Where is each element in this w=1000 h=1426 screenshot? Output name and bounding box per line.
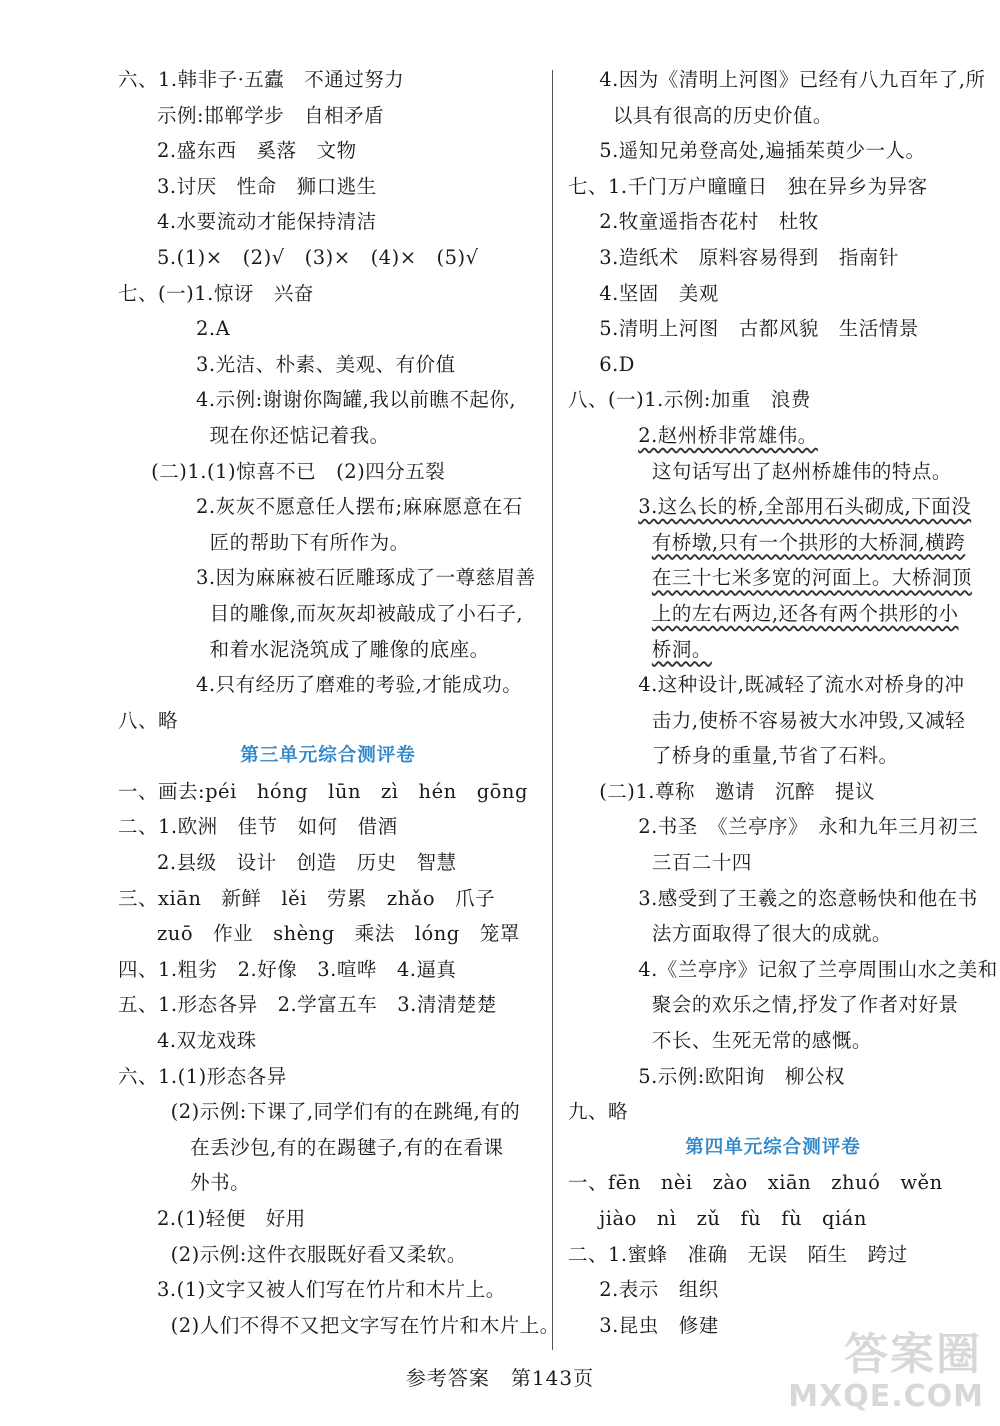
answer-text: 3.(1)文字又被人们写在竹片和木片上。	[157, 1278, 506, 1302]
answer-line	[118, 98, 538, 134]
answer-text: 2.A	[196, 317, 231, 341]
answer-line	[118, 667, 538, 703]
answer-text: (2)示例:这件衣服既好看又柔软。	[170, 1242, 467, 1266]
answer-line	[568, 276, 978, 312]
left-answer-column	[118, 62, 560, 1343]
answer-text: 5.遥知兄弟登高处,遍插茱萸少一人。	[599, 139, 926, 163]
answer-text: 示例:邯郸学步 自相矛盾	[157, 103, 385, 127]
answer-text: 三百二十四	[651, 851, 752, 875]
answer-text: jiào nì zǔ fù fù qián	[599, 1207, 867, 1230]
watermark-logo	[788, 1318, 990, 1418]
answer-text: 4.只有经历了磨难的考验,才能成功。	[196, 673, 523, 697]
answer-line	[118, 1201, 538, 1237]
answer-line	[118, 952, 538, 988]
answer-line	[118, 276, 538, 312]
answer-text: 了桥身的重量,节省了石料。	[651, 744, 899, 768]
answer-line	[118, 525, 538, 561]
answer-text: 3.感受到了王羲之的恣意畅快和他在书	[638, 886, 978, 910]
answer-line	[118, 809, 538, 845]
answer-line	[568, 845, 978, 881]
answer-line	[568, 596, 978, 632]
answer-line	[568, 204, 978, 240]
answer-line	[118, 845, 538, 881]
answer-line	[118, 703, 538, 739]
answer-text: 2.盛东西 奚落 文物	[157, 139, 357, 163]
answer-line	[568, 1201, 978, 1237]
answer-line	[118, 1308, 560, 1344]
column-divider	[552, 70, 553, 1350]
answer-line	[118, 774, 538, 810]
answer-text: 这句话写出了赵州桥雄伟的特点。	[651, 459, 952, 483]
answer-text: (2)示例:下课了,同学们有的在跳绳,有的	[170, 1100, 521, 1124]
answer-text: 在丢沙包,有的在踢毽子,有的在看课	[190, 1135, 504, 1159]
section-heading	[568, 1130, 978, 1166]
answer-line	[118, 560, 538, 596]
answer-text: 不长、生死无常的感慨。	[651, 1029, 872, 1053]
answer-line	[118, 596, 538, 632]
answer-line	[568, 809, 978, 845]
answer-text: 桥洞。	[651, 637, 712, 661]
answer-line	[118, 1059, 538, 1095]
answer-text: zuō 作业 shèng 乘法 lóng 笼罩	[157, 922, 520, 946]
answer-line	[568, 881, 978, 917]
answer-line	[118, 1094, 538, 1130]
answer-line	[118, 382, 538, 418]
answer-line	[118, 987, 538, 1023]
answer-text: 三、xiān 新鲜 lěi 劳累 zhǎo 爪子	[118, 886, 496, 910]
answer-text: 上的左右两边,还各有两个拱形的小	[651, 601, 959, 625]
answer-line	[568, 169, 978, 205]
answer-text: 一、画去:péi hóng lūn zì hén gōng	[118, 779, 528, 803]
answer-text: 6.D	[599, 352, 635, 376]
answer-text: 4.水要流动才能保持清洁	[157, 210, 377, 234]
answer-text: 一、fēn nèi zào xiān zhuó wěn	[568, 1171, 943, 1195]
answer-line	[568, 952, 998, 988]
answer-line	[568, 418, 978, 454]
answer-text: 匠的帮助下有所作为。	[209, 530, 410, 554]
answer-text: 二、1.蜜蜂 准确 无误 陌生 跨过	[568, 1242, 908, 1266]
answer-text: 4.坚固 美观	[599, 281, 719, 305]
answer-text: 2.书圣 《兰亭序》 永和九年三月初三	[638, 815, 979, 839]
answer-line	[118, 454, 538, 490]
answer-line	[568, 1023, 978, 1059]
right-answer-column	[568, 62, 998, 1343]
answer-line	[568, 1059, 978, 1095]
answer-text: 以具有很高的历史价值。	[612, 103, 833, 127]
answer-text: (二)1.尊称 邀请 沉醉 提议	[599, 779, 876, 803]
answer-text: 第三单元综合测评卷	[240, 745, 416, 767]
answer-text: 五、1.形态各异 2.学富五车 3.清清楚楚	[118, 993, 497, 1017]
answer-line	[568, 632, 978, 668]
answer-line	[568, 525, 978, 561]
answer-line	[118, 240, 538, 276]
answer-line	[568, 454, 978, 490]
answer-line	[568, 133, 978, 169]
answer-text: 2.牧童遥指杏花村 杜牧	[599, 210, 819, 234]
answer-line	[568, 382, 978, 418]
answer-text: 聚会的欢乐之情,抒发了作者对好景	[651, 993, 959, 1017]
answer-text: 六、1.(1)形态各异	[118, 1064, 287, 1088]
answer-line	[568, 311, 978, 347]
answer-text: 外书。	[190, 1171, 251, 1195]
answer-line	[568, 1165, 978, 1201]
answer-text: 七、(一)1.惊讶 兴奋	[118, 281, 314, 305]
answer-line	[118, 311, 538, 347]
answer-text: 4.《兰亭序》记叙了兰亭周围山水之美和	[638, 957, 998, 981]
answer-text: 4.因为《清明上河图》已经有八九百年了,所	[599, 68, 986, 91]
answer-text: 和着水泥浇筑成了雕像的底座。	[209, 637, 490, 661]
answer-text: 四、1.粗劣 2.好像 3.喧哗 4.逼真	[118, 957, 457, 981]
answer-line	[118, 62, 538, 98]
answer-text: 法方面取得了很大的成就。	[651, 922, 892, 946]
answer-line	[118, 347, 538, 383]
watermark-bottom-text: MXQE.COM	[788, 1379, 984, 1414]
answer-line	[118, 881, 538, 917]
answer-line	[118, 632, 538, 668]
answer-line	[118, 489, 538, 525]
answer-text: 3.这么长的桥,全部用石头砌成,下面没	[638, 495, 972, 519]
answer-line	[568, 774, 978, 810]
answer-line	[118, 169, 538, 205]
answer-text: 5.清明上河图 古都风貌 生活情景	[599, 317, 919, 341]
answer-text: 2.(1)轻便 好用	[157, 1207, 306, 1230]
answer-line	[568, 703, 978, 739]
answer-line	[568, 1094, 978, 1130]
answer-text: 3.因为麻麻被石匠雕琢成了一尊慈眉善	[196, 566, 536, 590]
answer-text: 二、1.欧洲 佳节 如何 借酒	[118, 815, 398, 839]
answer-text: 八、(一)1.示例:加重 浪费	[568, 388, 811, 412]
answer-line	[118, 1272, 538, 1308]
answer-line	[118, 1237, 538, 1273]
answer-line	[568, 489, 978, 525]
answer-text: 六、1.韩非子·五蠹 不通过努力	[118, 68, 405, 91]
answer-text: 3.光洁、朴素、美观、有价值	[196, 352, 456, 376]
answer-text: 第四单元综合测评卷	[685, 1136, 861, 1158]
answer-text: 2.县级 设计 创造 历史 智慧	[157, 851, 457, 875]
answer-text: 4.这种设计,既减轻了流水对桥身的冲	[638, 673, 965, 697]
answer-text: 5.示例:欧阳询 柳公权	[638, 1064, 845, 1088]
watermark-top-text: 答案圈	[844, 1329, 982, 1380]
answer-text: 八、略	[118, 708, 179, 732]
section-heading	[118, 738, 538, 774]
answer-text: 2.表示 组织	[599, 1278, 719, 1302]
answer-text: 5.(1)× (2)√ (3)× (4)× (5)√	[157, 245, 479, 269]
answer-text: 有桥墩,只有一个拱形的大桥洞,横跨	[651, 530, 966, 554]
answer-text: 2.赵州桥非常雄伟。	[638, 423, 818, 447]
answer-line	[118, 1023, 538, 1059]
answer-line	[568, 98, 978, 134]
page-footer: 参考答案 第143页	[405, 1366, 595, 1390]
answer-text: (2)人们不得不又把文字写在竹片和木片上。	[170, 1313, 560, 1337]
answer-text: 目的雕像,而灰灰却被敲成了小石子,	[209, 601, 524, 625]
answer-text: 在三十七米多宽的河面上。大桥洞顶	[651, 566, 972, 590]
answer-text: 3.昆虫 修建	[599, 1313, 719, 1337]
answer-text: 现在你还惦记着我。	[209, 423, 390, 447]
answer-line	[118, 418, 538, 454]
answer-line	[568, 1237, 978, 1273]
answer-line	[118, 1130, 538, 1166]
answer-text: 2.灰灰不愿意任人摆布;麻麻愿意在石	[196, 495, 523, 519]
answer-line	[118, 1165, 538, 1201]
answer-text: (二)1.(1)惊喜不已 (2)四分五裂	[151, 459, 446, 483]
answer-line	[568, 240, 978, 276]
answer-line	[118, 916, 538, 952]
answer-text: 4.双龙戏珠	[157, 1029, 257, 1053]
answer-line	[568, 738, 978, 774]
answer-text: 3.讨厌 性命 狮口逃生	[157, 174, 377, 198]
answer-line	[568, 560, 978, 596]
answer-text: 九、略	[568, 1100, 629, 1124]
answer-line	[568, 62, 986, 98]
answer-text: 3.造纸术 原料容易得到 指南针	[599, 245, 899, 269]
answer-line	[118, 204, 538, 240]
answer-text: 4.示例:谢谢你陶罐,我以前瞧不起你,	[196, 388, 517, 412]
answer-line	[118, 133, 538, 169]
answer-text: 七、1.千门万户曈曈日 独在异乡为异客	[568, 174, 928, 198]
answer-line	[568, 667, 978, 703]
answer-line	[568, 1272, 978, 1308]
answer-line	[568, 347, 978, 383]
answer-line	[568, 987, 978, 1023]
answer-line	[568, 916, 978, 952]
answer-text: 击力,使桥不容易被大水冲毁,又减轻	[651, 708, 966, 732]
